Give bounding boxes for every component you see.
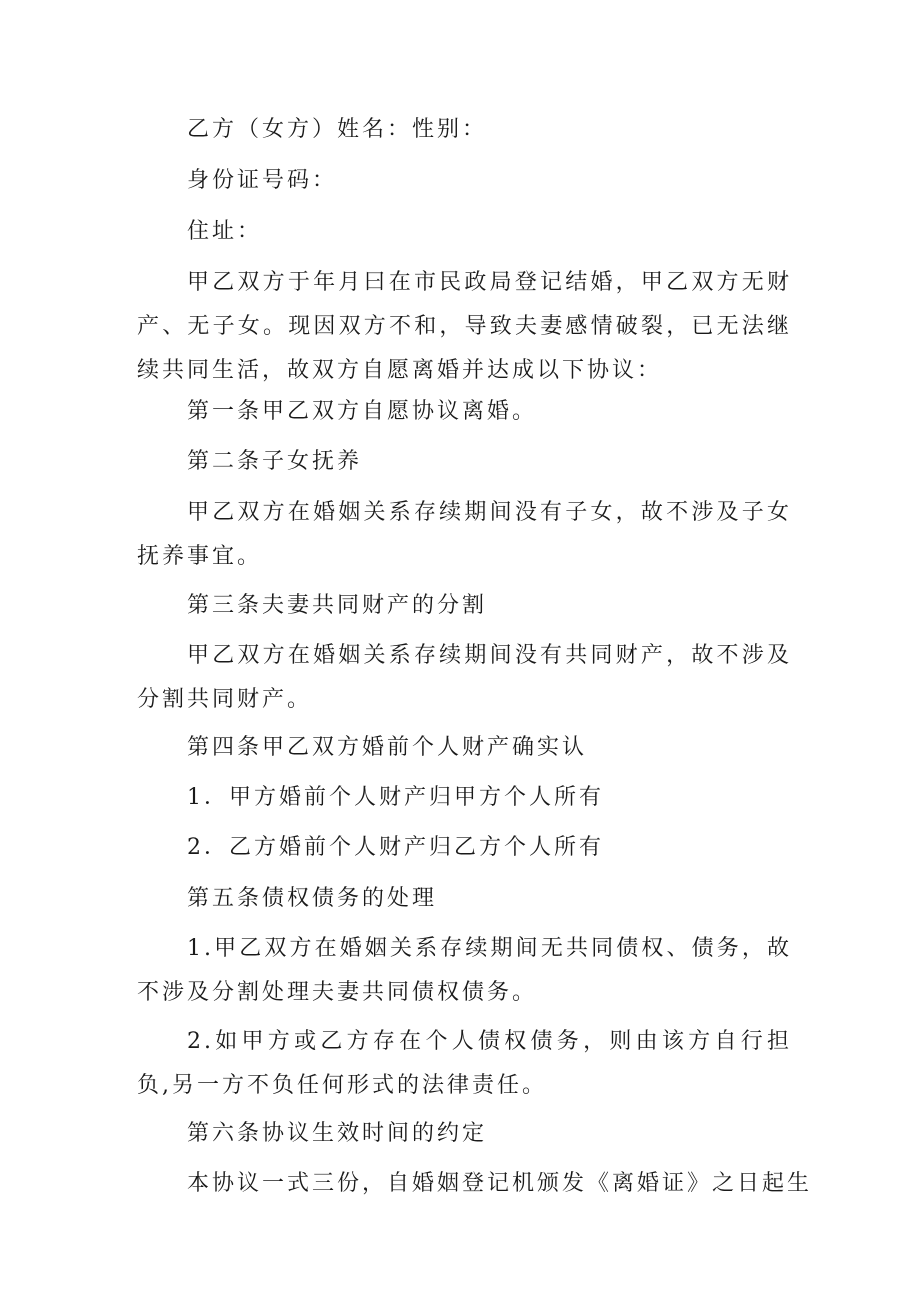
article-5-heading: 第五条债权债务的处理 (187, 886, 438, 911)
marriage-background-paragraph: 甲乙双方于年月曰在市民政局登记结婚，甲乙双方无财产、无子女。现因双方不和，导致夫妻感情破裂，已无法继续共同生活，故双方自愿离婚并达成以下协议： (137, 270, 792, 383)
article-6-body: 本协议一式三份，自婚姻登记机颁发《离婚证》之日起生 (187, 1171, 813, 1196)
article-4-item-2: 2．乙方婚前个人财产归乙方个人所有 (187, 835, 604, 860)
address-line: 住址： (187, 219, 263, 244)
article-3-heading: 第三条夫妻共同财产的分割 (187, 593, 488, 618)
article-6-heading: 第六条协议生效时间的约定 (187, 1121, 488, 1146)
article-2-heading: 第二条子女抚养 (187, 449, 363, 474)
article-4-heading: 第四条甲乙双方婚前个人财产确实认 (187, 735, 588, 760)
article-5-item-1: 1.甲乙双方在婚姻关系存续期间无共同债权、债务，故不涉及分割处理夫妻共同债权债务。 (137, 936, 792, 1005)
article-2-body: 甲乙双方在婚姻关系存续期间没有子女，故不涉及子女抚养事宜。 (137, 500, 792, 569)
article-4-item-1: 1．甲方婚前个人财产归甲方个人所有 (187, 785, 604, 810)
article-3-body: 甲乙双方在婚姻关系存续期间没有共同财产，故不涉及分割共同财产。 (137, 643, 792, 712)
article-5-item-2: 2.如甲方或乙方存在个人债权债务，则由该方自行担负,另一方不负任何形式的法律责任。 (137, 1029, 792, 1098)
party-b-name-line: 乙方（女方）姓名：性别： (187, 117, 488, 142)
article-1-heading: 第一条甲乙双方自愿协议离婚。 (187, 399, 538, 424)
id-number-line: 身份证号码： (187, 168, 338, 193)
